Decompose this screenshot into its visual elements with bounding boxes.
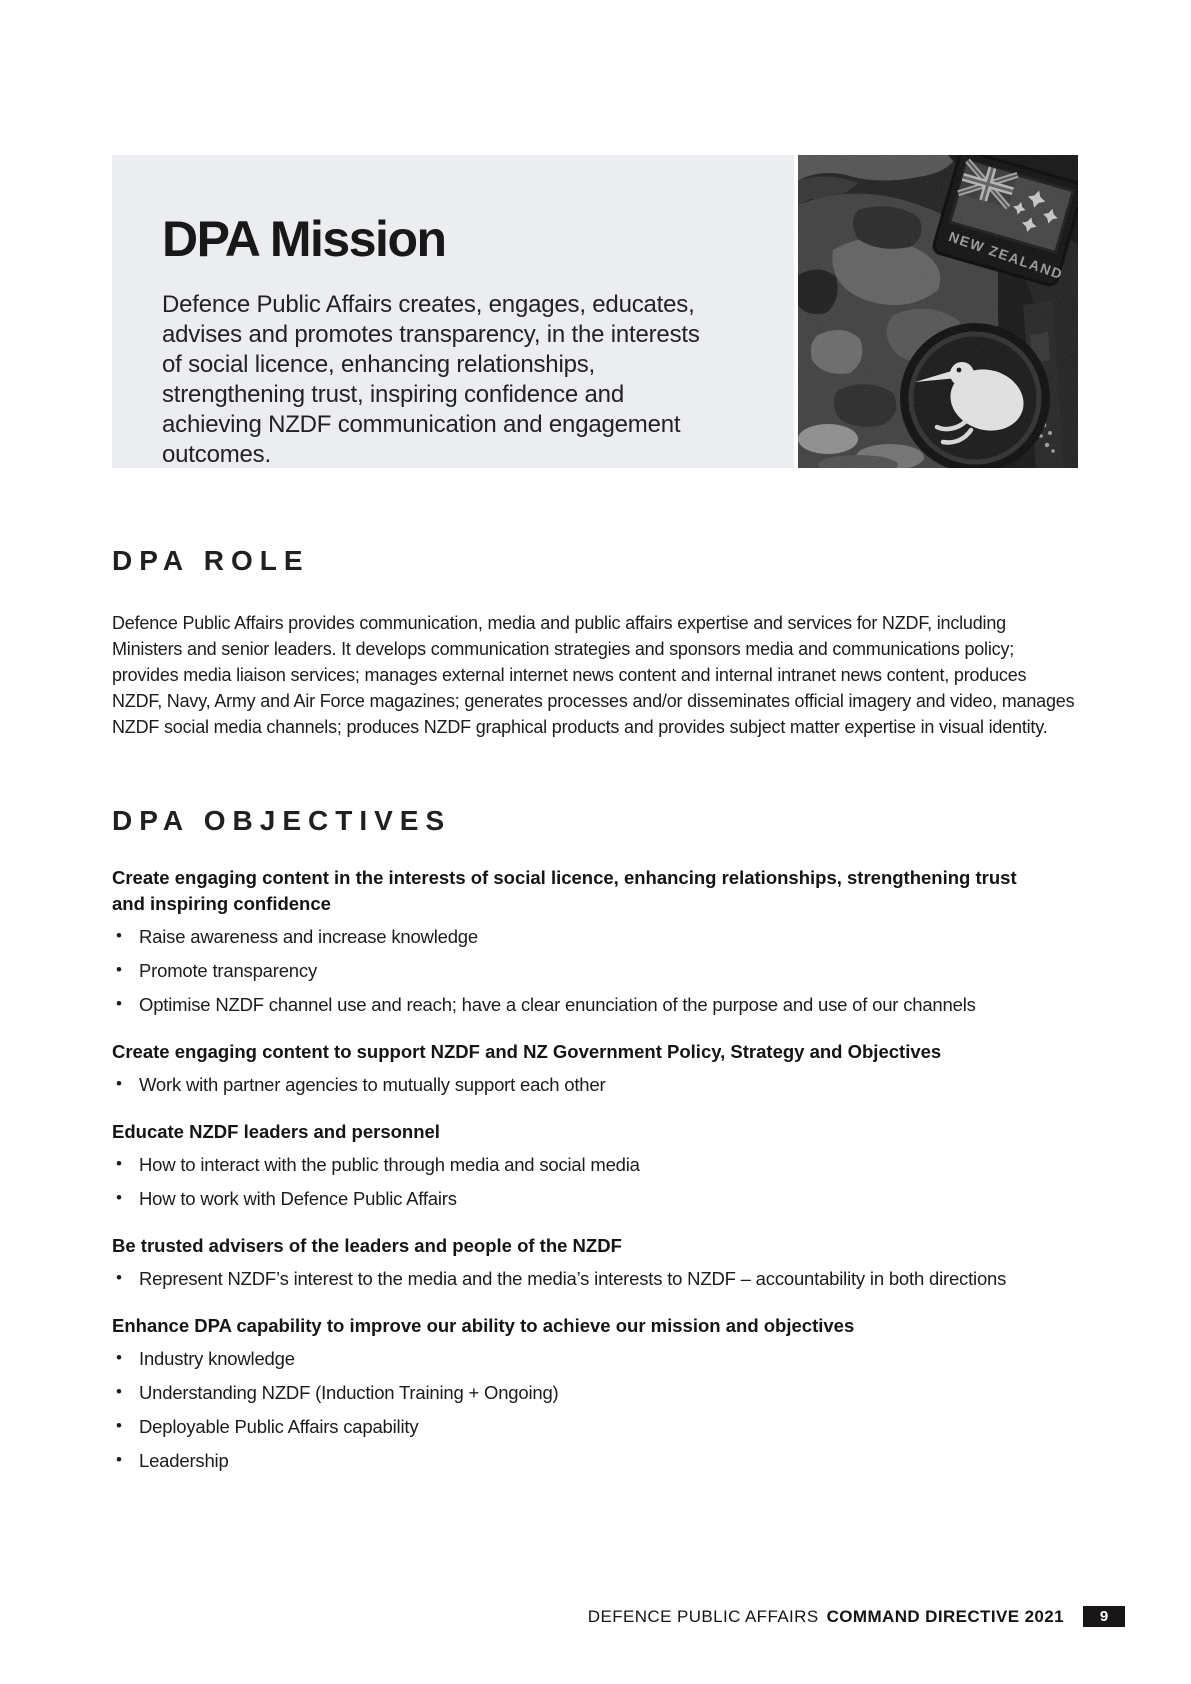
objective-list — [112, 925, 1084, 1017]
objective-subheading: Be trusted advisers of the leaders and people of the NZDF — [112, 1235, 622, 1256]
objective-item: • How to work with Defence Public Affairs — [112, 1187, 1084, 1211]
footer-label — [588, 1607, 1064, 1627]
objective-item: • Industry knowledge — [112, 1347, 1084, 1371]
objective-item: • Deployable Public Affairs capability — [112, 1415, 1084, 1439]
objective-group — [112, 1107, 1084, 1221]
objective-group — [112, 1221, 1084, 1301]
role-section — [112, 545, 1080, 740]
objective-list — [112, 1073, 1084, 1097]
objective-item: • Leadership — [112, 1449, 1084, 1473]
mission-text: Defence Public Affairs creates, engages, educates, advises and promotes transparency, in the interests of social licence, enhancing relationships, strengthening trust, inspiring confidence and achieving NZDF communication and engagement outcomes. — [162, 290, 700, 468]
objective-list — [112, 1153, 1084, 1211]
objective-group — [112, 853, 1084, 1027]
hero-section — [112, 155, 1078, 468]
objective-item: • How to interact with the public through media and social media — [112, 1153, 1084, 1177]
photo-grain-overlay — [798, 155, 1078, 468]
objective-subheading: Educate NZDF leaders and personnel — [112, 1121, 440, 1142]
page-number: 9 — [1099, 1608, 1109, 1625]
footer-directive: COMMAND DIRECTIVE 2021 — [826, 1606, 1064, 1626]
objective-list — [112, 1347, 1084, 1473]
mission-panel — [112, 155, 794, 468]
objective-subheading: Create engaging content in the interests of social licence, enhancing relationships, strengthening trust and inspiring confidence — [112, 867, 1017, 914]
objective-item: • Optimise NZDF channel use and reach; have a clear enunciation of the purpose and use of our channels — [112, 993, 1084, 1017]
role-body: Defence Public Affairs provides communication, media and public affairs expertise and services for NZDF, including Ministers and senior leaders. It develops communication strategies and sponsors media and communications policy; provides media liaison services; manages external internet news content and internal intranet news content, produces NZDF, Navy, Army and Air Force magazines; generates processes and/or disseminates official imagery and video, manages NZDF social media channels; produces NZDF graphical products and provides subject matter expertise in visual identity. — [112, 613, 1075, 737]
page-footer — [588, 1606, 1125, 1627]
objective-item: • Promote transparency — [112, 959, 1084, 983]
objective-item: • Raise awareness and increase knowledge — [112, 925, 1084, 949]
objectives-heading: DPA OBJECTIVES — [112, 805, 452, 836]
objective-item: • Represent NZDF’s interest to the media and the media’s interests to NZDF – accountability in both directions — [112, 1267, 1084, 1291]
objective-subheading: Create engaging content to support NZDF and NZ Government Policy, Strategy and Objectives — [112, 1041, 942, 1062]
objective-group — [112, 1027, 1084, 1107]
role-heading: DPA ROLE — [112, 545, 310, 576]
mission-title: DPA Mission — [162, 211, 446, 267]
page-number-badge — [1083, 1606, 1125, 1627]
uniform-photo — [798, 155, 1078, 468]
footer-series: DEFENCE PUBLIC AFFAIRS — [587, 1606, 819, 1626]
objective-list — [112, 1267, 1084, 1291]
objective-group — [112, 1301, 1084, 1483]
objective-item: • Understanding NZDF (Induction Training + Ongoing) — [112, 1381, 1084, 1405]
objective-item: • Work with partner agencies to mutually support each other — [112, 1073, 1084, 1097]
objective-subheading: Enhance DPA capability to improve our ability to achieve our mission and objectives — [112, 1315, 855, 1336]
objectives-section — [112, 805, 1084, 1483]
